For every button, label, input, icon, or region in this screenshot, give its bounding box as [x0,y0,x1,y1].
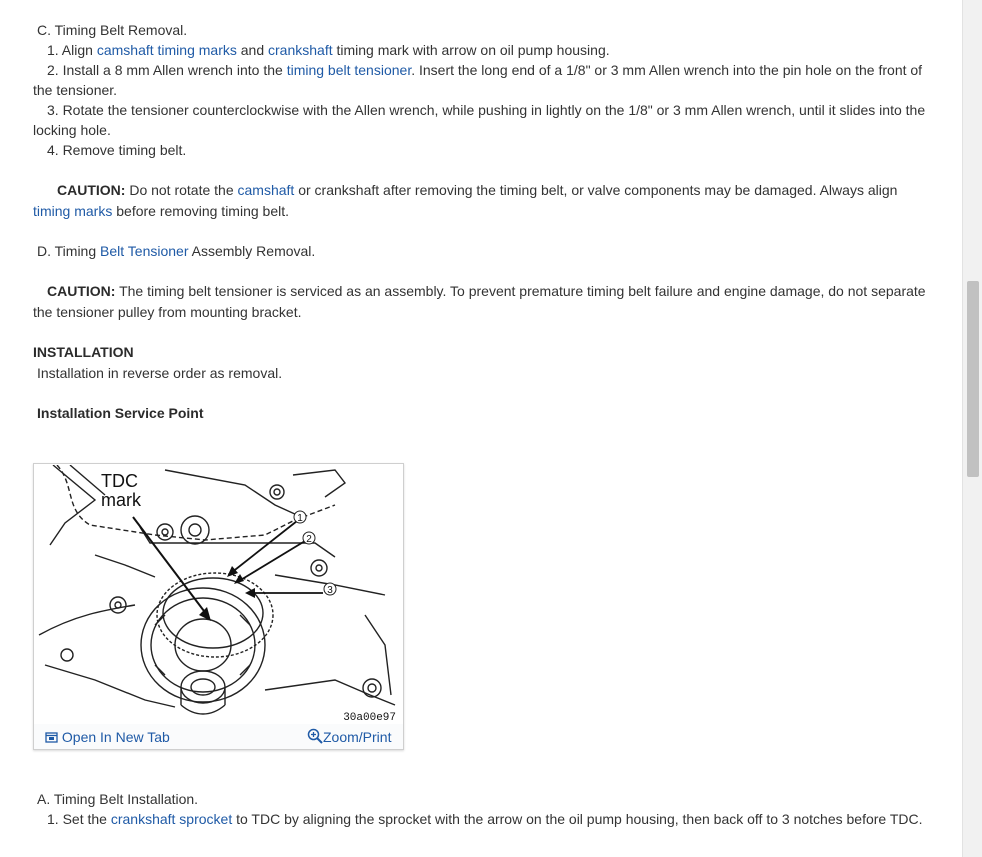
removal-step-2: 2. Install a 8 mm Allen wrench into the timing belt tensioner. Insert the long end of a 1/8" or 3 mm Allen wrench into the pin hole on the front of [47,62,923,78]
tensioner-caution-cont: the tensioner pulley from mounting bracket. [33,304,302,320]
tdc-mark-figure [33,463,404,750]
new-tab-icon [45,731,58,744]
vertical-scrollbar[interactable] [962,0,982,857]
timing-marks-link[interactable]: timing marks [33,203,113,219]
removal-caution: CAUTION: Do not rotate the camshaft or crankshaft after removing the timing belt, or valve components may be damaged. Always align [57,182,898,198]
zoom-icon [307,728,323,744]
removal-heading: C. Timing Belt Removal. [37,22,188,38]
removal-step-3-cont: locking hole. [33,122,111,138]
figure-toolbar [34,724,403,749]
zoom-print-button[interactable]: Zoom/Print [307,728,391,746]
install-heading: A. Timing Belt Installation. [37,791,199,807]
crankshaft-link[interactable]: crankshaft [268,42,333,58]
callout-1: 1 [297,513,303,524]
tdc-mark-diagram[interactable] [35,465,402,723]
removal-step-4: 4. Remove timing belt. [47,142,187,158]
tdc-label: TDC [101,471,138,491]
belt-tensioner-link[interactable]: Belt Tensioner [100,243,189,259]
tensioner-caution: CAUTION: The timing belt tensioner is serviced as an assembly. To prevent premature timing belt failure and engine damage, do not separate [47,283,926,299]
crankshaft-sprocket-link[interactable]: crankshaft sprocket [110,811,233,827]
camshaft-timing-marks-link[interactable]: camshaft timing marks [96,42,237,58]
callout-3: 3 [327,585,333,596]
caution-label: CAUTION: [57,182,126,198]
tensioner-heading: D. Timing Belt Tensioner Assembly Removal. [37,243,316,259]
timing-belt-tensioner-link[interactable]: timing belt tensioner [286,62,412,78]
scrollbar-thumb[interactable] [967,281,979,477]
removal-step-1: 1. Align camshaft timing marks and crankshaft timing mark with arrow on oil pump housing. [47,42,610,58]
installation-text: Installation in reverse order as removal. [37,365,283,381]
removal-step-3: 3. Rotate the tensioner counterclockwise with the Allen wrench, while pushing in lightly on the 1/8" or 3 mm Allen wrench, until it slides into the [47,102,926,118]
installation-service-point: Installation Service Point [37,405,204,421]
removal-caution-cont: timing marks before removing timing belt. [33,203,289,219]
installation-heading: INSTALLATION [33,344,134,360]
caution-label: CAUTION: [47,283,116,299]
mark-label: mark [101,490,141,510]
camshaft-link[interactable]: camshaft [237,182,295,198]
open-in-new-tab-button[interactable]: Open In New Tab [45,728,170,746]
figure-code: 30a00e97 [343,712,396,723]
callout-2: 2 [306,534,312,545]
install-step-1: 1. Set the crankshaft sprocket to TDC by aligning the sprocket with the arrow on the oil pump housing, then back off to 3 notches before TDC. [47,811,923,827]
removal-step-2-cont: the tensioner. [33,82,118,98]
